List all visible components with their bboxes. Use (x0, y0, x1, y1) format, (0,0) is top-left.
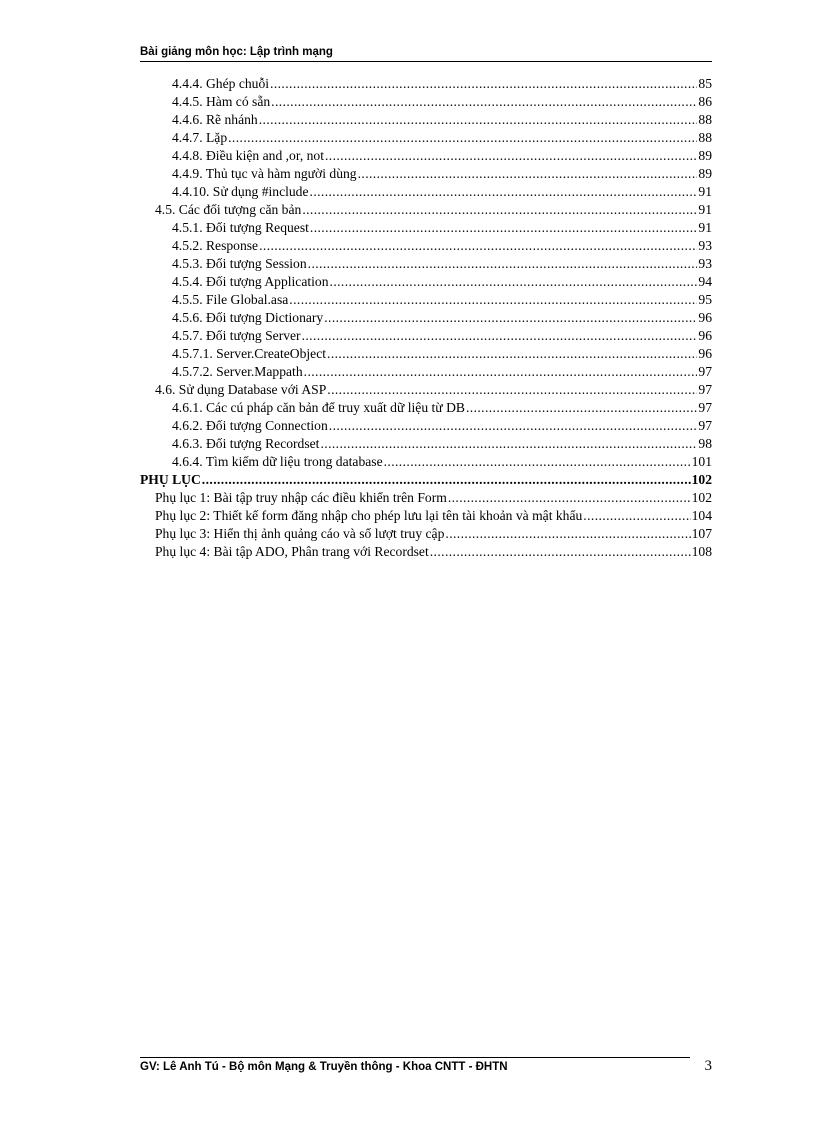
toc-entry-title: 4.4.4. Ghép chuỗi (172, 76, 270, 91)
toc-entry-page: 89 (698, 166, 712, 181)
toc-entry-page: 97 (698, 364, 712, 379)
toc-entry-page: 85 (698, 76, 712, 91)
toc-entry-title: 4.5.4. Đối tượng Application (172, 274, 329, 289)
toc-entry[interactable] (140, 75, 712, 93)
toc-entry-title: 4.5.1. Đối tượng Request (172, 220, 309, 235)
toc-dot-leader (304, 363, 698, 381)
toc-entry-title: 4.4.5. Hàm có sẵn (172, 94, 271, 109)
toc-entry-title: Phụ lục 3: Hiển thị ảnh quảng cáo và số lượt truy cập (155, 526, 445, 541)
toc-dot-leader (358, 165, 698, 183)
toc-dot-leader (259, 237, 697, 255)
toc-entry-page: 102 (691, 490, 712, 505)
toc-entry[interactable] (140, 417, 712, 435)
toc-entry[interactable] (140, 327, 712, 345)
toc-entry-page: 96 (698, 310, 712, 325)
toc-dot-leader (325, 147, 697, 165)
toc-dot-leader (583, 507, 690, 525)
page-number: 3 (704, 1058, 712, 1074)
toc-entry[interactable] (140, 345, 712, 363)
toc-entry-title: 4.4.9. Thủ tục và hàm người dùng (172, 166, 357, 181)
toc-entry-title: 4.5.2. Response (172, 238, 259, 253)
toc-entry-title: 4.5.5. File Global.asa (172, 292, 289, 307)
toc-entry-title: 4.4.6. Rẽ nhánh (172, 112, 258, 127)
toc-entry[interactable] (140, 363, 712, 381)
running-header (140, 46, 712, 62)
toc-entry-page: 97 (698, 382, 712, 397)
toc-entry-title: Phụ lục 2: Thiết kế form đăng nhập cho phép lưu lại tên tài khoản và mật khẩu (155, 508, 583, 523)
toc-entry[interactable] (140, 111, 712, 129)
toc-entry-title: 4.5. Các đối tượng căn bản (155, 202, 302, 217)
toc-entry-page: 96 (698, 346, 712, 361)
toc-entry[interactable] (140, 399, 712, 417)
toc-dot-leader (324, 309, 697, 327)
toc-entry[interactable] (140, 129, 712, 147)
toc-entry[interactable] (140, 309, 712, 327)
toc-entry-page: 91 (698, 202, 712, 217)
toc-entry-page: 86 (698, 94, 712, 109)
toc-entry-title: 4.4.8. Điều kiện and ,or, not (172, 148, 324, 163)
toc-entry[interactable] (140, 165, 712, 183)
toc-entry[interactable] (140, 237, 712, 255)
toc-dot-leader (310, 219, 698, 237)
toc-dot-leader (302, 327, 698, 345)
toc-dot-leader (448, 489, 691, 507)
toc-dot-leader (466, 399, 697, 417)
toc-dot-leader (270, 75, 697, 93)
footer-divider (140, 1057, 690, 1058)
toc-entry[interactable] (140, 489, 712, 507)
toc-entry-page: 102 (691, 472, 712, 487)
toc-entry[interactable] (140, 219, 712, 237)
toc-entry-title: 4.6.3. Đối tượng Recordset (172, 436, 320, 451)
toc-dot-leader (327, 381, 697, 399)
toc-dot-leader (430, 543, 691, 561)
toc-entry-page: 108 (691, 544, 712, 559)
toc-entry-page: 93 (698, 256, 712, 271)
toc-entry-page: 88 (698, 130, 712, 145)
toc-entry-page: 97 (698, 400, 712, 415)
toc-entry-title: 4.6. Sử dụng Database với ASP (155, 382, 327, 397)
toc-entry[interactable] (140, 147, 712, 165)
toc-entry[interactable] (140, 381, 712, 399)
header-title: Bài giảng môn học: Lập trình mạng (140, 46, 333, 58)
toc-entry-page: 101 (691, 454, 712, 469)
toc-entry-title: 4.6.4. Tìm kiếm dữ liệu trong database (172, 454, 383, 469)
toc-entry-page: 95 (698, 292, 712, 307)
toc-entry-page: 97 (698, 418, 712, 433)
toc-entry-title: 4.6.1. Các cú pháp căn bản để truy xuất dữ liệu từ DB (172, 400, 465, 415)
toc-entry-title: 4.6.2. Đối tượng Connection (172, 418, 328, 433)
toc-entry-title: 4.5.3. Đối tượng Session (172, 256, 307, 271)
toc-dot-leader (320, 435, 697, 453)
toc-entry-page: 96 (698, 328, 712, 343)
toc-dot-leader (302, 201, 697, 219)
toc-entry[interactable] (140, 273, 712, 291)
toc-entry[interactable] (140, 291, 712, 309)
toc-entry[interactable] (140, 183, 712, 201)
toc-entry-title: 4.4.7. Lặp (172, 130, 228, 145)
toc-entry-page: 98 (698, 436, 712, 451)
toc-entry-page: 91 (698, 220, 712, 235)
toc-dot-leader (327, 345, 697, 363)
toc-entry-title: Phụ lục 4: Bài tập ADO, Phân trang với Recordset (155, 544, 429, 559)
toc-entry-title: 4.4.10. Sử dụng #include (172, 184, 309, 199)
toc-dot-leader (330, 273, 698, 291)
toc-entry-title: 4.5.7.1. Server.CreateObject (172, 346, 327, 361)
toc-entry[interactable] (140, 453, 712, 471)
toc-entry-title: 4.5.7.2. Server.Mappath (172, 364, 303, 379)
footer-author: GV: Lê Anh Tú - Bộ môn Mạng & Truyền thông - Khoa CNTT - ĐHTN (140, 1061, 508, 1073)
table-of-contents (140, 75, 712, 561)
toc-dot-leader (384, 453, 691, 471)
toc-entry[interactable] (140, 201, 712, 219)
toc-dot-leader (289, 291, 697, 309)
toc-dot-leader (308, 255, 698, 273)
toc-entry-page: 93 (698, 238, 712, 253)
toc-dot-leader (445, 525, 690, 543)
toc-entry-title: PHỤ LỤC (140, 472, 201, 487)
toc-entry[interactable] (140, 93, 712, 111)
toc-entry-page: 89 (698, 148, 712, 163)
toc-dot-leader (259, 111, 698, 129)
toc-entry-title: 4.5.6. Đối tượng Dictionary (172, 310, 324, 325)
toc-entry-page: 91 (698, 184, 712, 199)
toc-entry-page: 104 (691, 508, 712, 523)
toc-entry[interactable] (140, 543, 712, 561)
toc-entry-page: 94 (698, 274, 712, 289)
toc-entry[interactable] (140, 471, 712, 489)
toc-entry-page: 107 (691, 526, 712, 541)
toc-entry[interactable] (140, 507, 712, 525)
toc-entry-title: Phụ lục 1: Bài tập truy nhập các điều khiển trên Form (155, 490, 447, 505)
toc-dot-leader (202, 471, 691, 489)
toc-entry-title: 4.5.7. Đối tượng Server (172, 328, 301, 343)
toc-entry[interactable] (140, 255, 712, 273)
toc-entry[interactable] (140, 435, 712, 453)
toc-dot-leader (310, 183, 698, 201)
toc-dot-leader (329, 417, 698, 435)
toc-entry-page: 88 (698, 112, 712, 127)
toc-dot-leader (271, 93, 697, 111)
toc-entry[interactable] (140, 525, 712, 543)
toc-dot-leader (228, 129, 697, 147)
